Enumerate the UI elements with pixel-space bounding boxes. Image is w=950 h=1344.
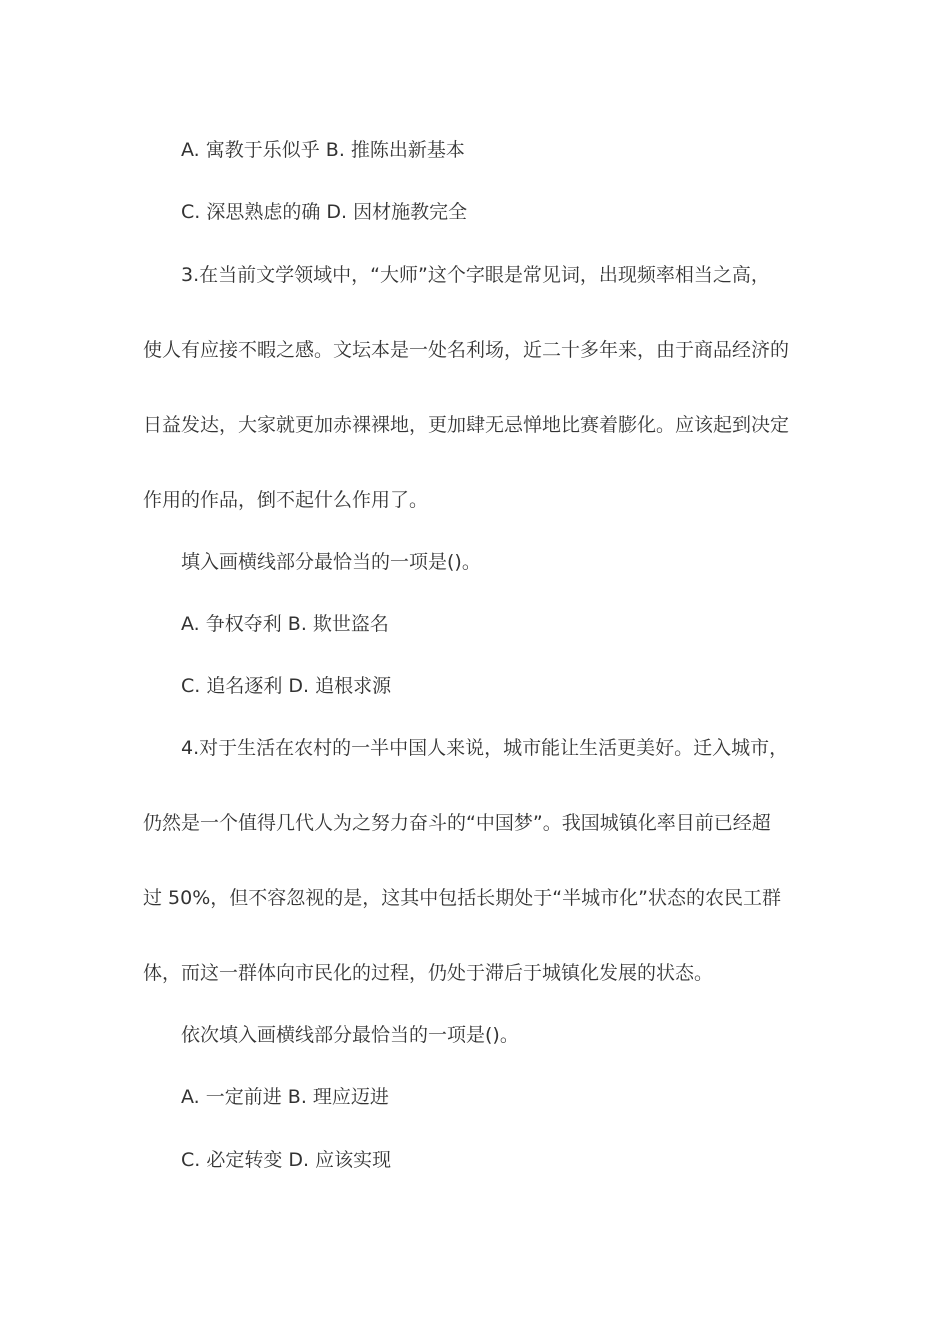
q3-passage-line-2: 使人有应接不暇之感。文坛本是一处名利场，近二十多年来，由于商品经济的	[143, 339, 790, 361]
q2-options-cd: C. 深思熟虑的确 D. 因材施教完全	[181, 201, 468, 223]
q3-passage-line-4: 作用的作品，倒不起什么作用了。	[143, 489, 429, 511]
q4-passage-line-3: 过 50%，但不容忽视的是，这其中包括长期处于“半城市化”状态的农民工群	[143, 887, 781, 909]
q3-prompt: 填入画横线部分最恰当的一项是()。	[181, 551, 481, 573]
q4-prompt: 依次填入画横线部分最恰当的一项是()。	[181, 1024, 519, 1046]
q4-passage-line-1: 4.对于生活在农村的一半中国人来说，城市能让生活更美好。迁入城市，	[181, 737, 789, 759]
q3-options-ab: A. 争权夺利 B. 欺世盗名	[181, 613, 389, 635]
q2-options-ab: A. 寓教于乐似乎 B. 推陈出新基本	[181, 139, 465, 161]
q4-options-ab: A. 一定前进 B. 理应迈进	[181, 1086, 389, 1108]
q4-passage-line-4: 体，而这一群体向市民化的过程，仍处于滞后于城镇化发展的状态。	[143, 962, 714, 984]
q3-passage-line-1: 3.在当前文学领域中，“大师”这个字眼是常见词，出现频率相当之高，	[181, 264, 770, 286]
q4-passage-line-2: 仍然是一个值得几代人为之努力奋斗的“中国梦”。我国城镇化率目前已经超	[143, 812, 771, 834]
q4-options-cd: C. 必定转变 D. 应该实现	[181, 1149, 392, 1171]
q3-options-cd: C. 追名逐利 D. 追根求源	[181, 675, 392, 697]
q3-passage-line-3: 日益发达，大家就更加赤裸裸地，更加肆无忌惮地比赛着膨化。应该起到决定	[143, 414, 790, 436]
